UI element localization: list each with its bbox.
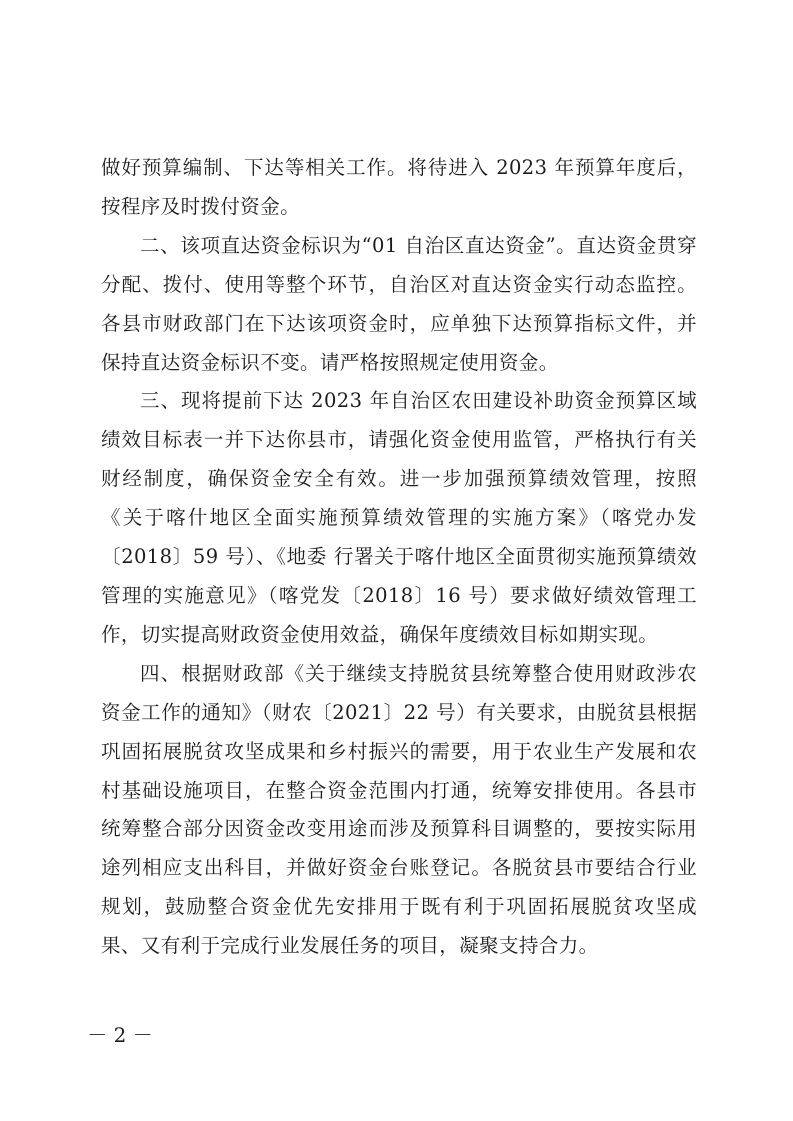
page-number: － 2 － bbox=[87, 1023, 153, 1047]
paragraph-section-3: 三、现将提前下达 2023 年自治区农田建设补助资金预算区域绩效目标表一并下达你县市，请强化资金使用监管，严格执行有关财经制度，确保资金安全有效。进一步加强预算绩效管理，按照《关于喀什地区全面实施预算绩效管理的实施方案》（喀党办发〔2018〕59 号）、《地委 行署关于喀什地区全面贯彻实施预算绩效管理的实施意见》（喀党发〔2018〕16 号）要求做好绩效管理工作，切实提高财政资金使用效益，确保年度绩效目标如期实现。 bbox=[101, 389, 697, 646]
paragraph-continuation: 做好预算编制、下达等相关工作。将待进入 2023 年预算年度后，按程序及时拨付资金。 bbox=[101, 156, 697, 218]
paragraph-section-2: 二、该项直达资金标识为“01 自治区直达资金”。直达资金贯穿分配、拨付、使用等整个环节，自治区对直达资金实行动态监控。各县市财政部门在下达该项资金时，应单独下达预算指标文件，并保持直达资金标识不变。请严格按照规定使用资金。 bbox=[101, 233, 697, 374]
paragraph-section-4: 四、根据财政部《关于继续支持脱贫县统筹整合使用财政涉农资金工作的通知》（财农〔2021〕22 号）有关要求，由脱贫县根据巩固拓展脱贫攻坚成果和乡村振兴的需要，用于农业生产发展和农村基础设施项目，在整合资金范围内打通，统筹安排使用。各县市统筹整合部分因资金改变用途而涉及预算科目调整的，要按实际用途列相应支出科目，并做好资金台账登记。各脱贫县市要结合行业规划，鼓励整合资金优先安排用于既有利于巩固拓展脱贫攻坚成果、又有利于完成行业发展任务的项目，凝聚支持合力。 bbox=[101, 661, 697, 958]
document-body bbox=[101, 149, 697, 966]
